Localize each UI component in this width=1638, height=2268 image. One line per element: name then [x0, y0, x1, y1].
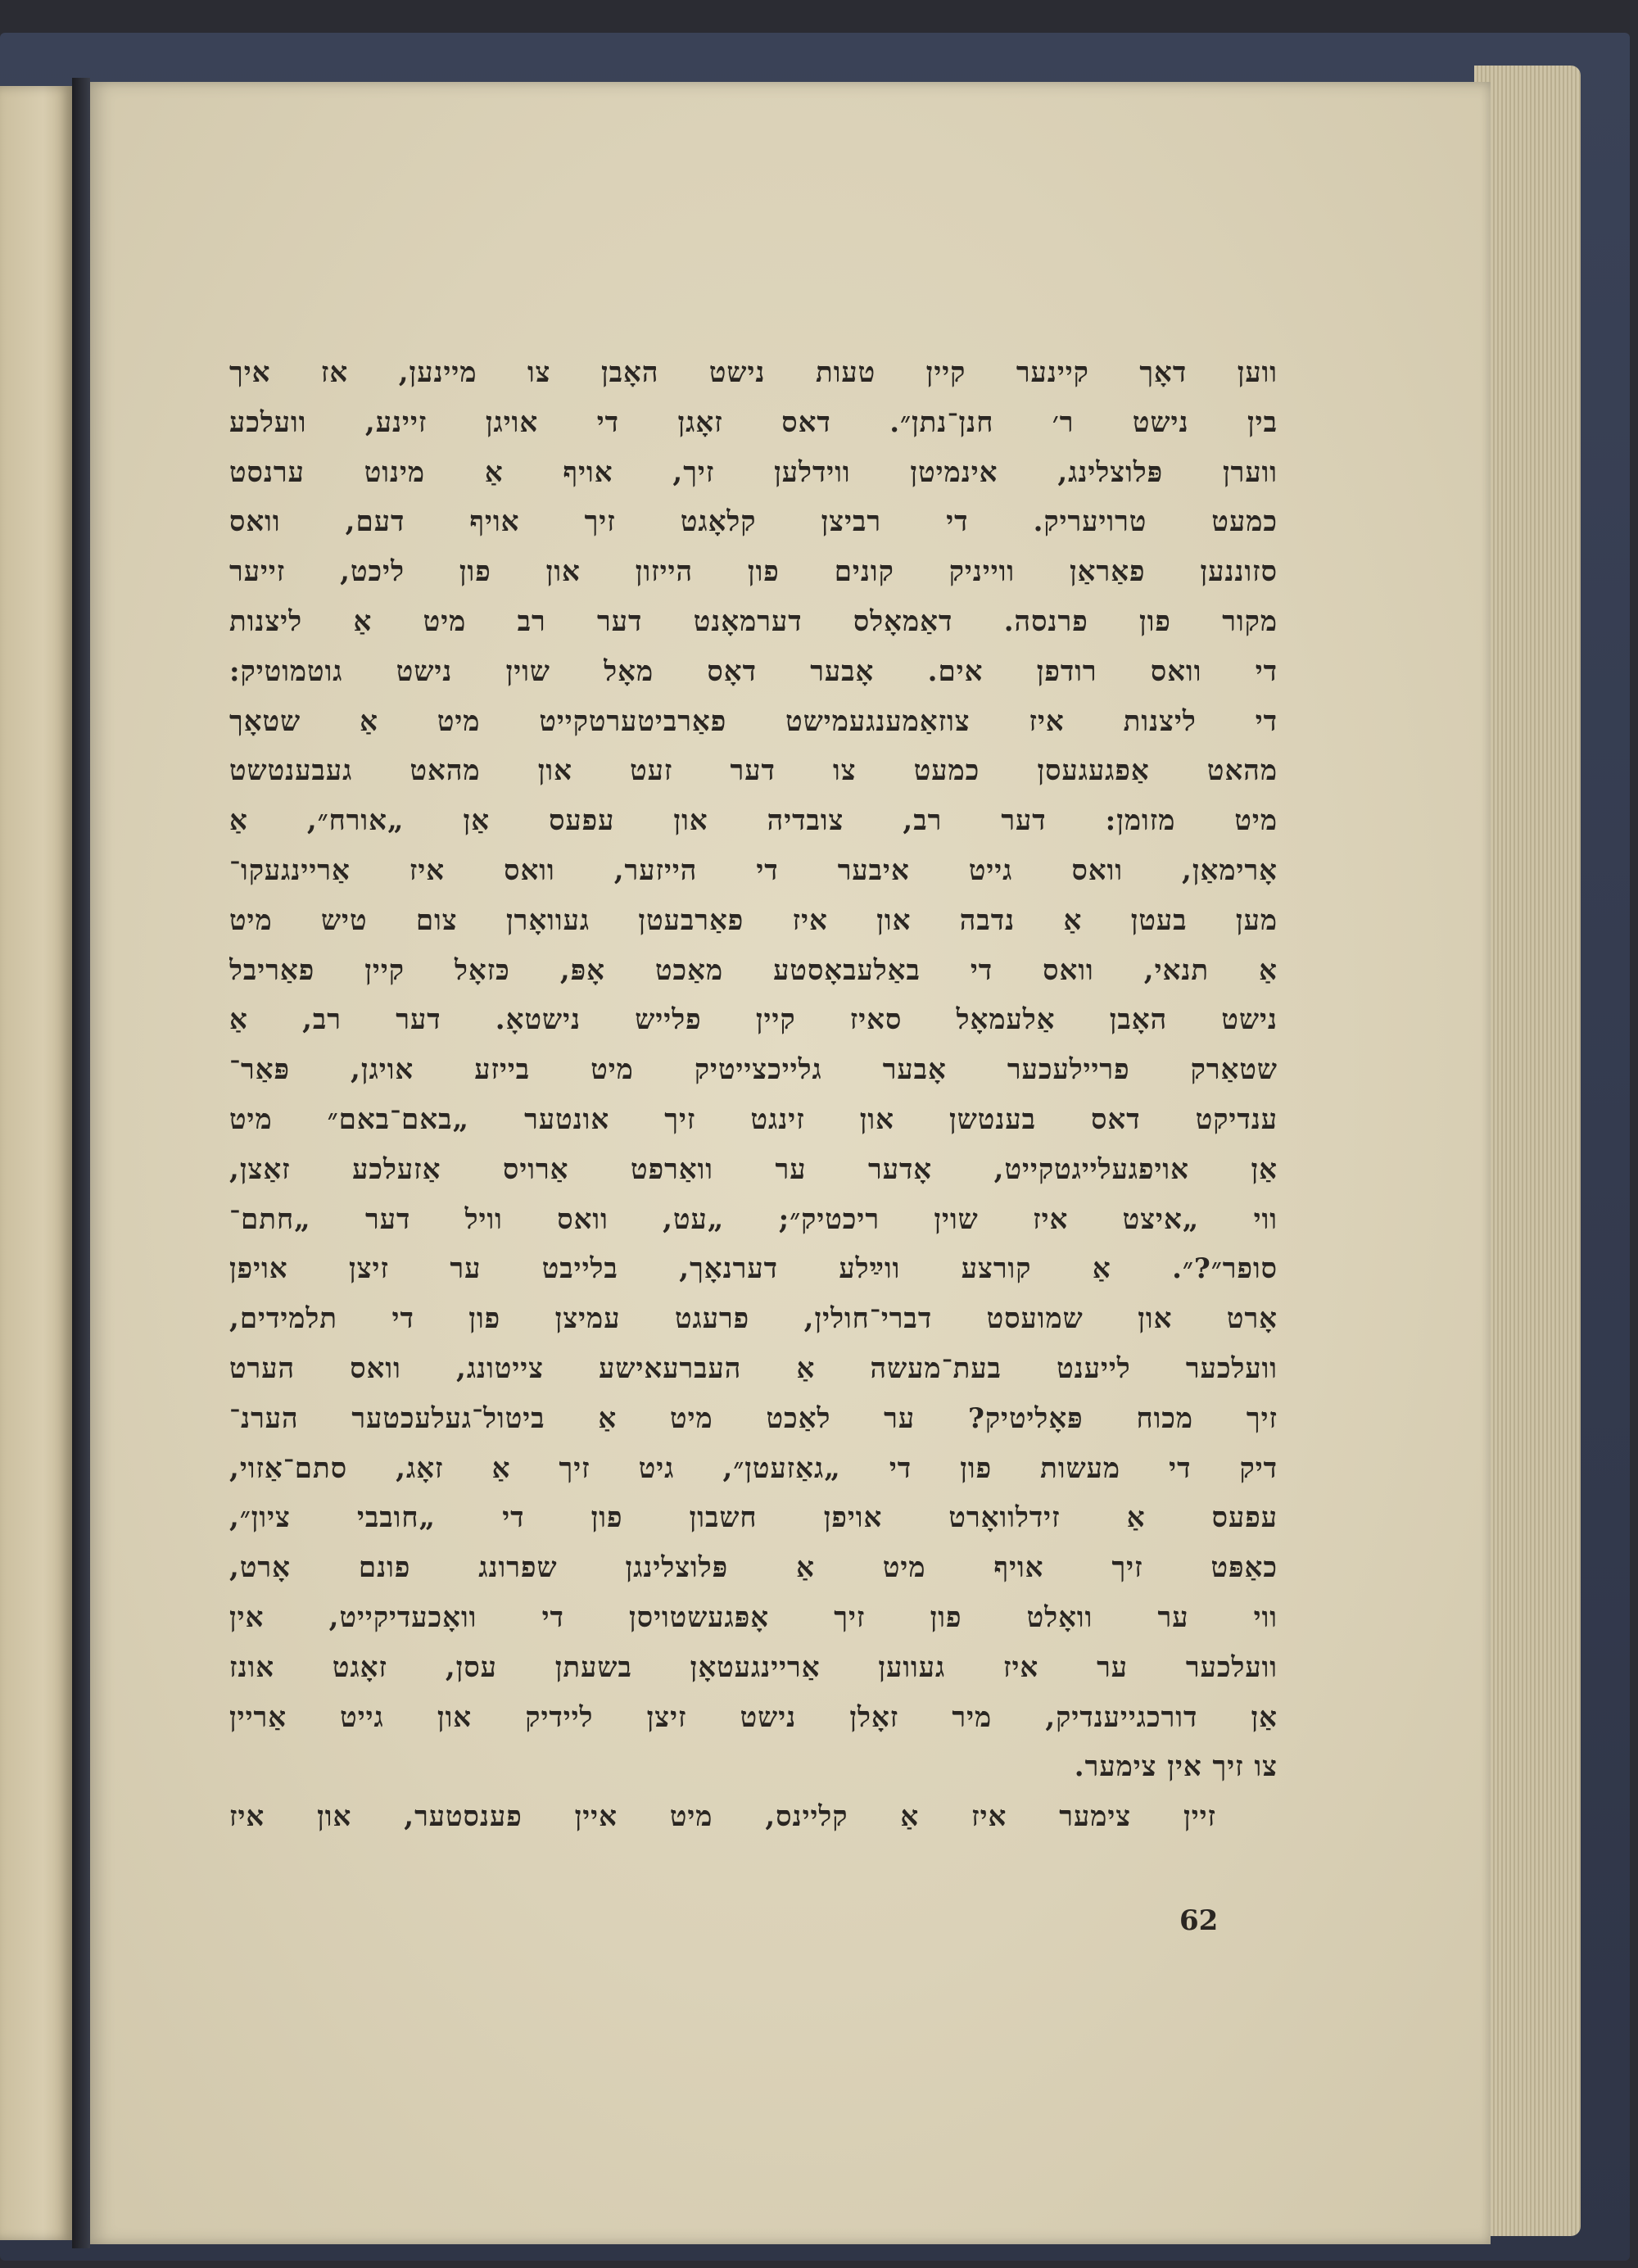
text-line: בין נישט ר׳ חנן־נתן״. דאס זאָגן די אויגן זיינע, וועלכע [229, 405, 1278, 439]
text-line: מקור פון פרנסה. דאַמאָלס דערמאָנט דער רב מיט אַ ליצנות [229, 604, 1278, 638]
text-line: מיט מזומן: דער רב, צובדיה און עפעס אַן „אורח״, אַ [229, 804, 1278, 838]
text-line-indented: זיין צימער איז אַ קליינס, מיט איין פענסטער, און איז [229, 1800, 1216, 1834]
text-line: אַן אויפגעלייגטקייט, אָדער ער וואַרפט אַרויס אַזעלכע זאַצן, [229, 1152, 1278, 1186]
text-line: צו זיך אין צימער. [1074, 1750, 1278, 1784]
text-line: ווי „איצט איז שוין ריכטיק״; „עט, וואס וויל דער „חתם־ [229, 1202, 1278, 1236]
text-line: מהאט אַפגעגעסן כמעט צו דער זעט און מהאט געבענטשט [229, 754, 1278, 788]
text-line: כאַפּט זיך אויף מיט אַ פּלוצלינגן שפרונג פונם אָרט, [229, 1551, 1278, 1585]
text-line: אַן דורכגייענדיק, מיר זאָלן נישט זיצן ליידיק און גייט אַריין [229, 1700, 1278, 1734]
text-line: ווען דאָך קיינער קיין טעות נישט האָבן צו מיינען, אז איך [229, 356, 1278, 389]
text-line: וועלכער ער איז געווען אַריינגעטאָן בשעתן עסן, זאָגט אונז [229, 1650, 1278, 1684]
left-page-edge [0, 86, 72, 2240]
text-line: סזוננען פאַראַן ווייניק קונים פון הייזון און פון ליכט, זייער [229, 555, 1278, 589]
text-line: דיק די מעשות פון די „גאַזעטן״, גיט זיך אַ זאָג, סתם־אַזוי, [229, 1451, 1278, 1485]
text-line: עפעס אַ זידלוואָרט אויפן חשבון פון די „חובבי ציון״, [229, 1501, 1278, 1535]
text-line: ווערן פּלוצלינג, אינמיטן ווידלען זיך, אויף אַ מינוט ערנסט [229, 455, 1278, 489]
text-line: כמעט טרויעריק. די רביצן קלאָגט זיך אויף דעם, וואס [229, 505, 1278, 539]
text-line: ווי ער וואָלט פון זיך אָפּגעשטויסן די וואָכעדיקייט, אין [229, 1600, 1278, 1634]
text-line: וועלכער לייענט בעת־מעשה אַ העברעאישע צייטונג, וואס הערט [229, 1351, 1278, 1385]
text-line: סופר״?״. אַ קורצע ווײַלע דערנאָך, בלייבט ער זיצן אויפן [229, 1252, 1278, 1286]
text-line: נישט האָבן אַלעמאָל סאיז קיין פלייש נישטאָ. דער רב, אַ [229, 1003, 1278, 1037]
text-line: די ליצנות איז צוזאַמענגעמישט פאַרביטערטקייט מיט אַ שטאָך [229, 704, 1278, 738]
text-line: שטאַרק פריילעכער אָבער גלייכצייטיק מיט בייזע אויגן, פּאַר־ [229, 1053, 1278, 1087]
text-line: אָרימאַן, וואס גייט איבער די הייזער, וואס איז אַריינגעקו־ [229, 853, 1278, 887]
book-page [90, 82, 1491, 2244]
text-line: מען בעטן אַ נדבה און איז פאַרבעטן געוואָרן צום טיש מיט [229, 903, 1278, 937]
page-number: 62 [1179, 1904, 1219, 1937]
text-line: אָרט און שמועסט דברי־חולין, פרעגט עמיצן פון די תלמידים, [229, 1302, 1278, 1336]
text-line: אַ תנאי, וואס די באַלעבאָסטע מאַכט אָפּ, כּזאָל קיין פאַריבל [229, 953, 1278, 987]
text-line: די וואס רודפן אים. אָבער דאָס מאָל שוין נישט גוטמוטיק: [229, 654, 1278, 688]
body-text [229, 348, 1278, 1842]
text-line: זיך מכוח פּאָליטיק? ער לאַכט מיט אַ ביטול־געלעכטער הערנ־ [229, 1401, 1278, 1435]
book-gutter [72, 78, 90, 2248]
text-line: ענדיקט דאס בענטשן און זינגט זיך אונטער „באם־באם״ מיט [229, 1102, 1278, 1136]
